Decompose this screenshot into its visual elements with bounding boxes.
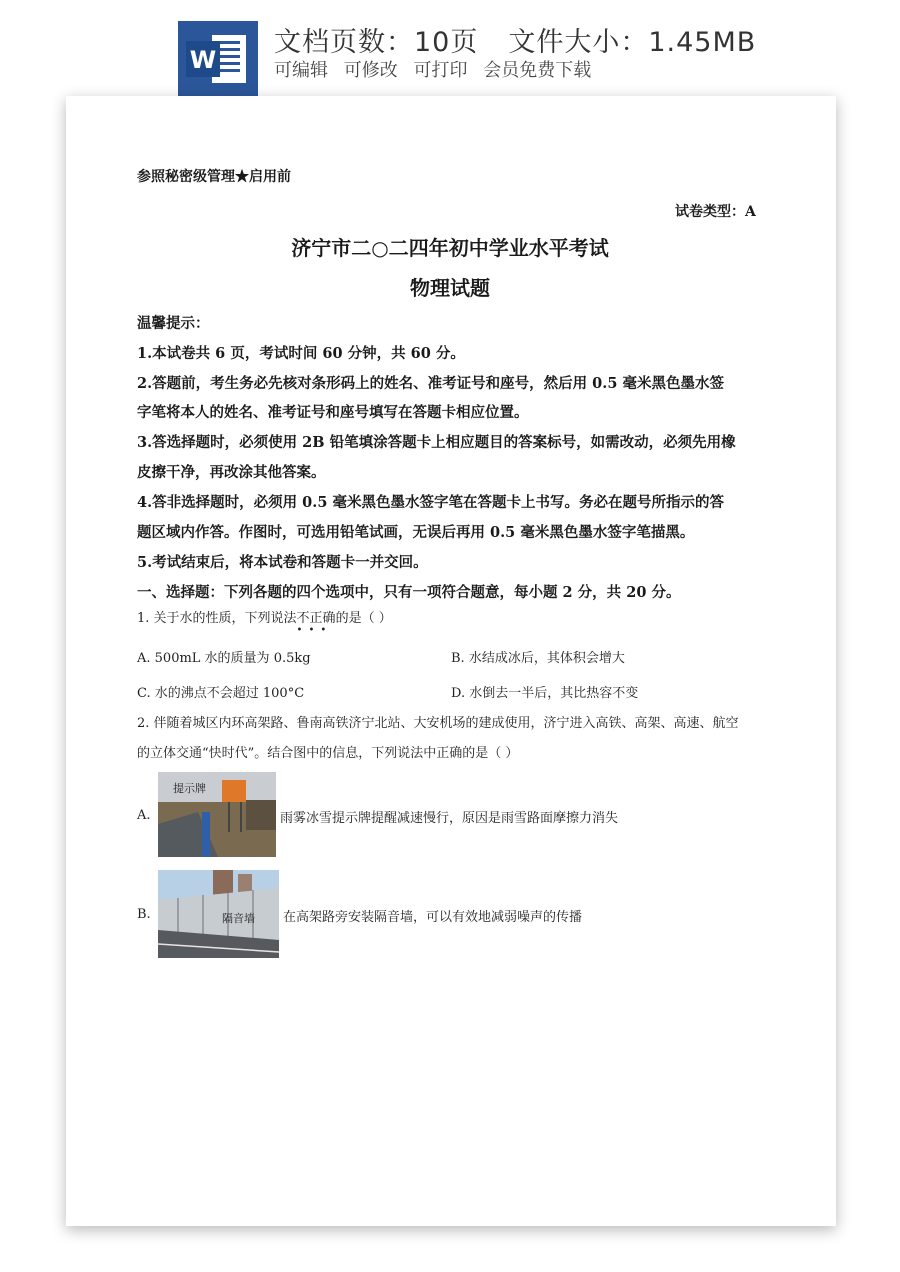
tip-line: 3.答选择题时，必须使用 2B 铅笔填涂答题卡上相应题目的答案标号，如需改动，必须先用橡 [137, 434, 736, 451]
question-2-stem-line2: 的立体交通“快时代”。结合图中的信息，下列说法中正确的是（ ） [137, 746, 519, 761]
feature-list [274, 56, 601, 82]
tip-line: 题区域内作答。作图时，可选用铅笔试画，无误后再用 0.5 毫米黑色墨水签字笔描黑。 [137, 524, 695, 541]
tip-line: 5.考试结束后，将本试卷和答题卡一并交回。 [137, 554, 428, 571]
tips-heading: 温馨提示： [137, 315, 210, 332]
svg-text:W: W [189, 46, 217, 74]
feature-modifiable: 可修改 [343, 60, 398, 81]
section-heading: 一、选择题：下列各题的四个选项中，只有一项符合题意，每小题 2 分，共 20 分。 [137, 584, 681, 601]
exam-title: 济宁市二○二四年初中学业水平考试 [291, 236, 609, 260]
q2-option-a-label: A. [137, 808, 151, 823]
file-size: 文件大小：1.45MB [508, 27, 757, 58]
paper-type: 试卷类型：A [675, 204, 756, 220]
file-info [274, 20, 756, 59]
header-banner [0, 0, 900, 100]
photo-label-sign: 提示牌 [173, 782, 206, 795]
tip-line: 皮擦干净，再改涂其他答案。 [137, 464, 326, 481]
q1-option-a: A. 500mL 水的质量为 0.5kg [137, 651, 311, 666]
feature-printable: 可打印 [413, 60, 468, 81]
page-count: 文档页数：10页 [274, 27, 479, 58]
exam-subtitle: 物理试题 [410, 276, 490, 300]
question-2-stem-line1: 2. 伴随着城区内环高架路、鲁南高铁济宁北站、大安机场的建成使用，济宁进入高铁、高架、高速、航空 [137, 716, 739, 731]
photo-label-barrier: 隔音墙 [222, 912, 255, 925]
noise-barrier-photo [158, 870, 279, 958]
tip-line: 4.答非选择题时，必须用 0.5 毫米黑色墨水签字笔在答题卡上书写。务必在题号所指示的答 [137, 494, 724, 511]
q2-option-b-text: 在高架路旁安装隔音墙，可以有效地减弱噪声的传播 [283, 910, 583, 925]
feature-editable: 可编辑 [274, 60, 328, 81]
q1-option-b: B. 水结成冰后，其体积会增大 [451, 651, 625, 666]
q2-option-b-label: B. [137, 907, 151, 922]
tip-line: 2.答题前，考生务必先核对条形码上的姓名、准考证号和座号，然后用 0.5 毫米黑色墨水签 [137, 375, 724, 392]
secret-level: 参照秘密级管理★启用前 [137, 169, 291, 185]
q2-option-a-text: 雨雾冰雪提示牌提醒减速慢行，原因是雨雪路面摩擦力消失 [280, 811, 619, 826]
q1-option-c: C. 水的沸点不会超过 100°C [137, 686, 305, 701]
emphasis-not-correct: 不正确 ••• [296, 611, 336, 636]
question-1-stem: 1. 关于水的性质，下列说法不正确 ••• 的是（ ） [137, 611, 392, 636]
tip-line: 字笔将本人的姓名、准考证号和座号填写在答题卡相应位置。 [137, 404, 529, 421]
feature-member-download: 会员免费下载 [483, 60, 592, 81]
word-document-icon [178, 21, 258, 96]
tip-line: 1.本试卷共 6 页，考试时间 60 分钟，共 60 分。 [137, 345, 465, 362]
q1-option-d: D. 水倒去一半后，其比热容不变 [451, 686, 639, 701]
warning-sign-photo [158, 772, 276, 857]
